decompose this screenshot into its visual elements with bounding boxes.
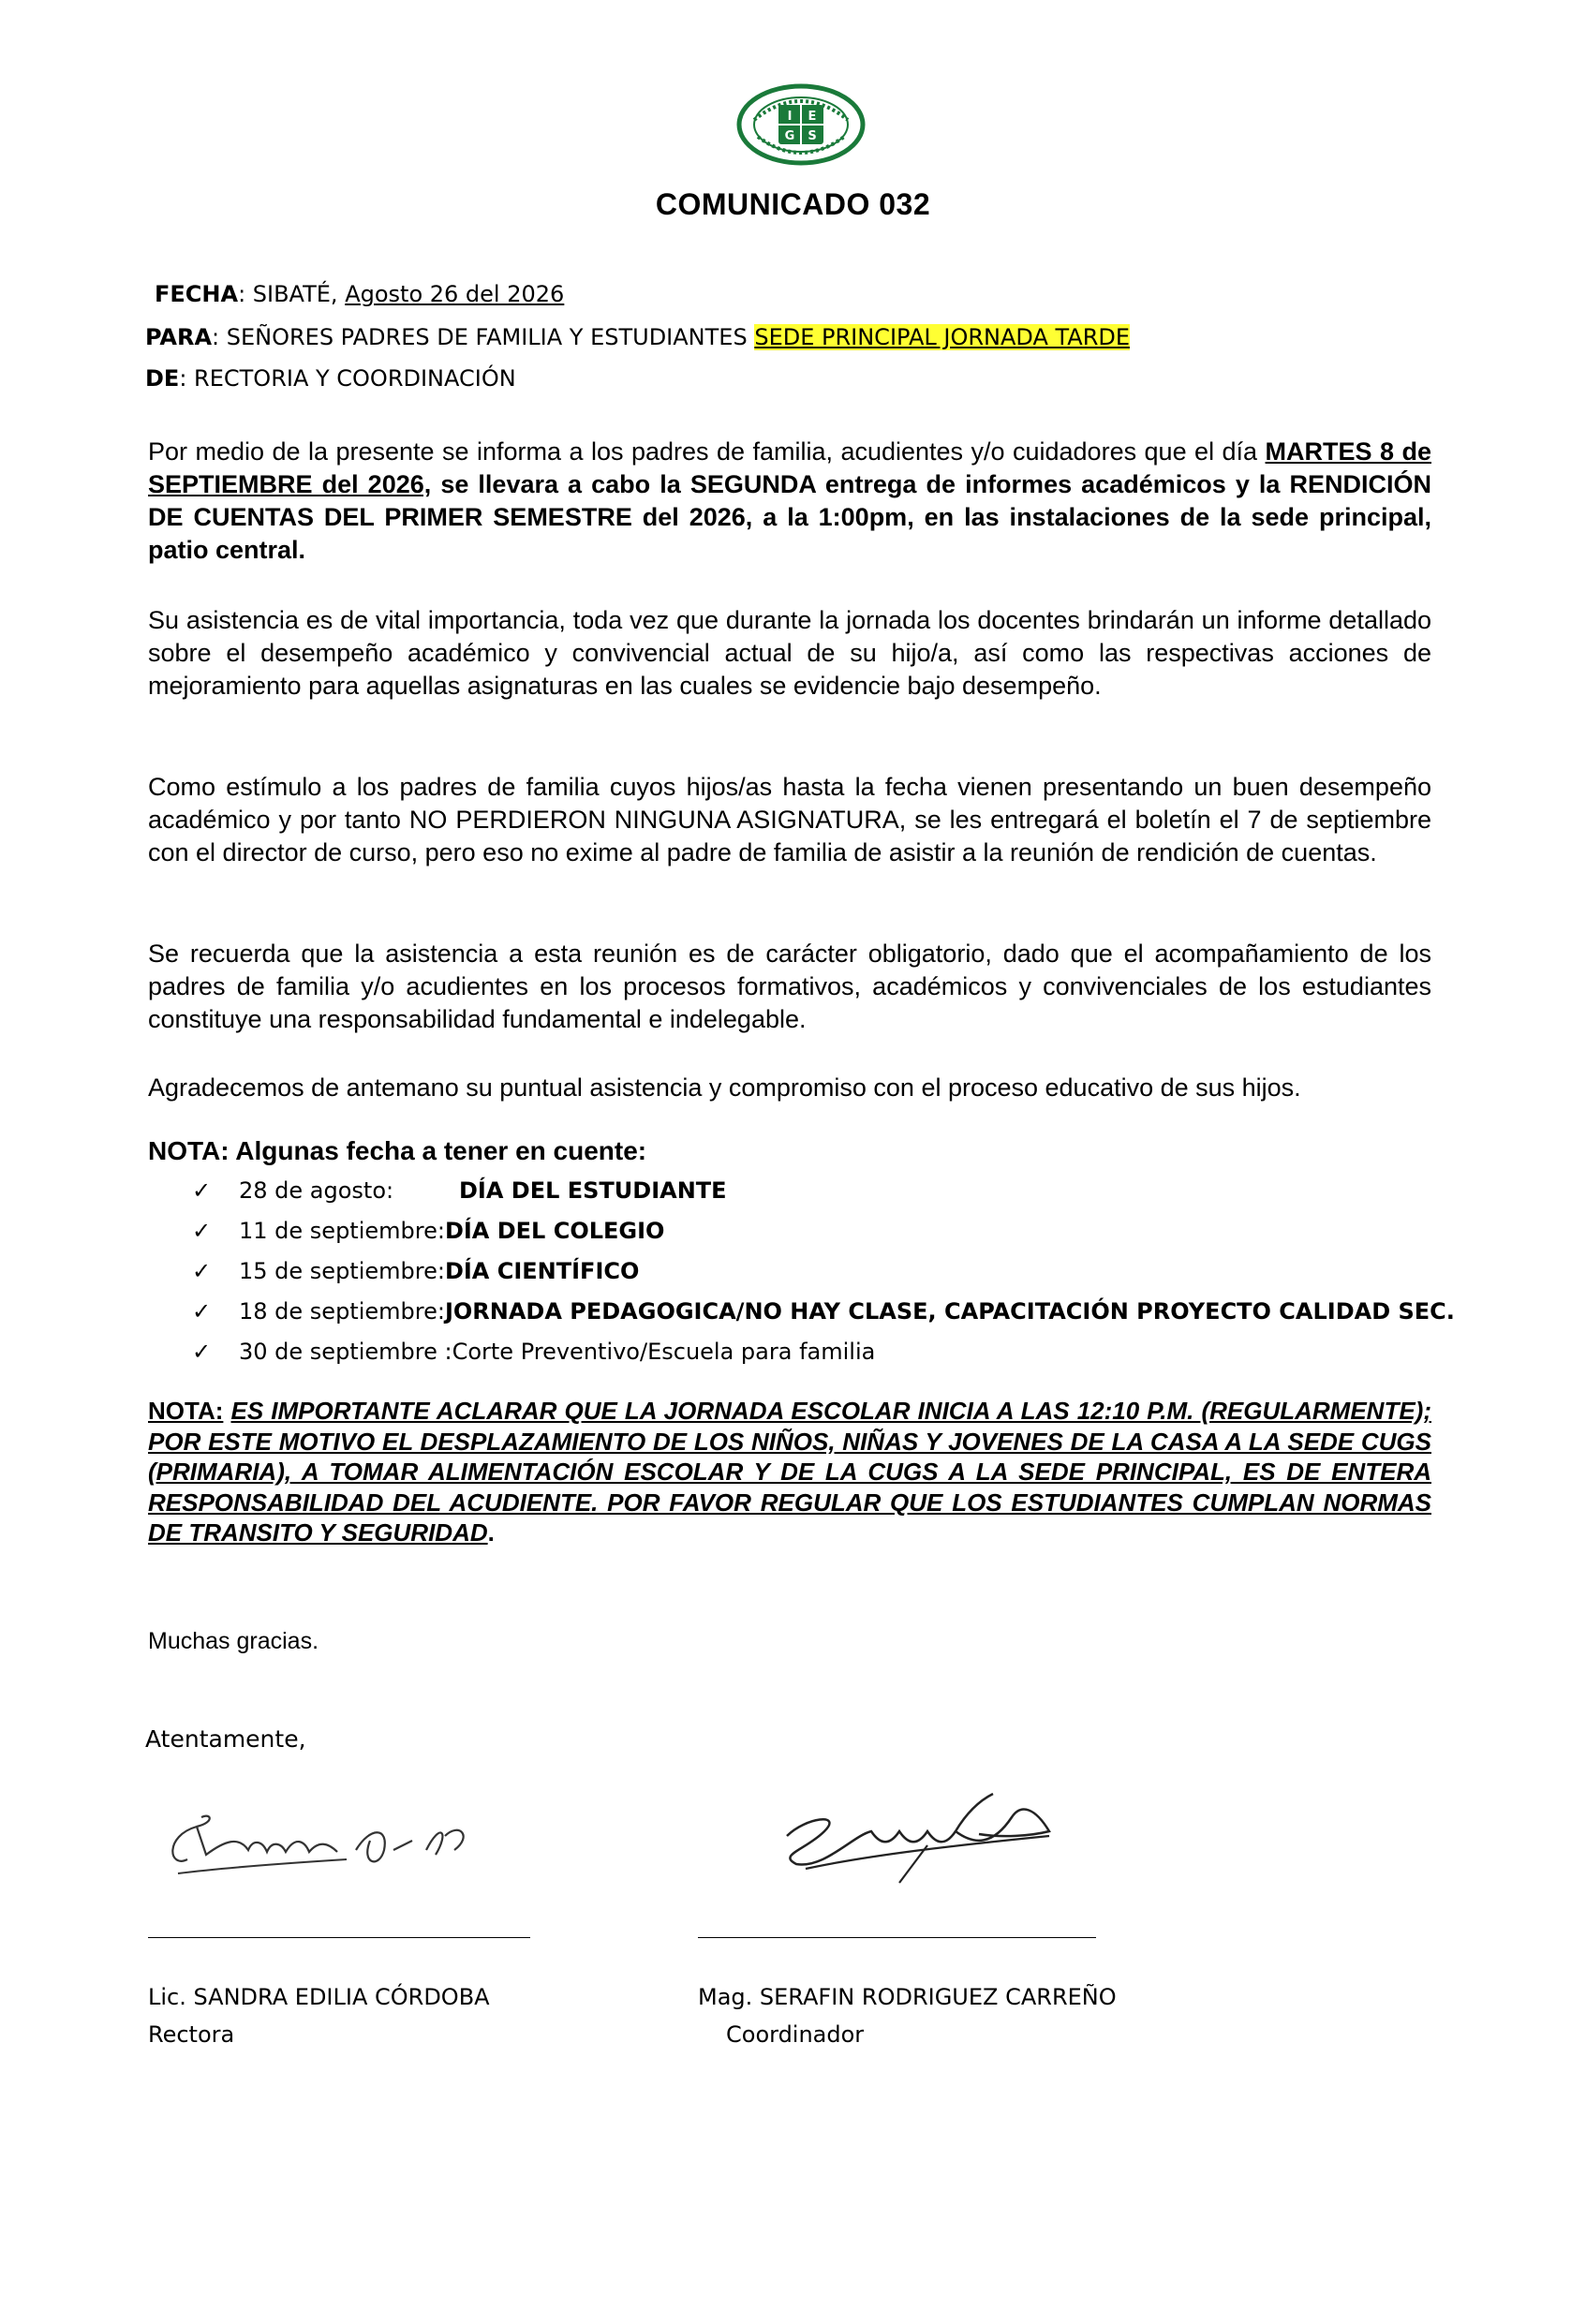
fecha-place: : SIBATÉ,	[238, 281, 346, 307]
de-label: DE	[145, 365, 180, 392]
coordinador-name: Mag. SERAFIN RODRIGUEZ CARREÑO	[698, 1984, 1117, 2010]
check-icon: ✓	[192, 1298, 212, 1325]
para-label: PARA	[145, 324, 213, 350]
important-note-text: ES IMPORTANTE ACLARAR QUE LA JORNADA ESCOLAR INICIA A LAS 12:10 P.M. (REGULARMENTE); POR ESTE MOTIVO EL DESPLAZAMIENTO DE LOS NIÑOS, NIÑAS Y JOVENES DE LA CASA A LA SEDE CUGS (PRIMARIA), A TOMAR ALIMENTACIÓN ESCOLAR Y DE LA CUGS A LA SEDE PRINCIPAL, ES DE ENTERA RESPONSABILIDAD DEL ACUDIENTE. POR FAVOR REGULAR QUE LOS ESTUDIANTES CUMPLAN NORMAS DE TRANSITO Y SEGURIDAD	[148, 1397, 1431, 1547]
coordinador-role: Coordinador	[726, 2021, 865, 2048]
paragraph-2: Su asistencia es de vital importancia, toda vez que durante la jornada los docentes brindarán un informe detallado sobre el desempeño académico y convivencial actual de su hijo/a, así como las respectivas acciones de mejoramiento para aquellas asignaturas en las cuales se evidencie bajo desempeño.	[148, 606, 1431, 700]
list-item-date: 28 de agosto:	[239, 1177, 394, 1204]
svg-text:I: I	[787, 110, 793, 124]
important-note	[148, 1396, 1431, 1548]
rectora-signature	[159, 1784, 506, 1897]
coordinador-signature	[768, 1780, 1068, 1902]
header-de	[145, 365, 516, 392]
paragraph-1-rest: se llevara a cabo la SEGUNDA entrega de informes académicos y la RENDICIÓN DE CUENTAS DEL PRIMER SEMESTRE del 2026, a la 1:00pm, en las instalaciones de la sede principal, patio central.	[148, 470, 1432, 564]
thanks-text: Muchas gracias.	[148, 1628, 319, 1654]
paragraph-3: Como estímulo a los padres de familia cuyos hijos/as hasta la fecha vienen presentando un buen desempeño académico y por tanto NO PERDIERON NINGUNA ASIGNATURA, se les entregará el boletín el 7 de septiembre con el director de curso, pero eso no exime al padre de familia de asistir a la reunión de rendición de cuentas.	[148, 773, 1431, 866]
paragraph-1-date: MARTES 8 de SEPTIEMBRE del 2026,	[148, 437, 1432, 498]
list-item	[192, 1251, 1455, 1292]
important-note-label: NOTA:	[148, 1397, 224, 1425]
de-text: : RECTORIA Y COORDINACIÓN	[179, 365, 516, 392]
list-item-event: JORNADA PEDAGOGICA/NO HAY CLASE, CAPACITACIÓN PROYECTO CALIDAD SEC.	[444, 1298, 1455, 1325]
paragraph-1	[148, 436, 1431, 567]
list-item-date: 30 de septiembre :	[239, 1339, 452, 1365]
paragraph-5: Agradecemos de antemano su puntual asistencia y compromiso con el proceso educativo de sus hijos.	[148, 1073, 1301, 1102]
list-item-date: 18 de septiembre:	[239, 1298, 445, 1325]
rectora-role: Rectora	[148, 2021, 235, 2048]
check-icon: ✓	[192, 1177, 212, 1204]
paragraph-1-intro: Por medio de la presente se informa a los padres de familia, acudientes y/o cuidadores que el día	[148, 437, 1266, 466]
list-item	[192, 1211, 1455, 1251]
list-item-event: Corte Preventivo/Escuela para familia	[452, 1339, 876, 1365]
para-highlight: SEDE PRINCIPAL JORNADA TARDE	[754, 324, 1131, 350]
list-item	[192, 1332, 1455, 1372]
check-icon: ✓	[192, 1339, 212, 1365]
paragraph-4: Se recuerda que la asistencia a esta reunión es de carácter obligatorio, dado que el acompañamiento de los padres de familia y/o acudientes en los procesos formativos, académicos y convivenciales de los estudiantes constituye una responsabilidad fundamental e indelegable.	[148, 940, 1431, 1033]
list-item-event: DÍA CIENTÍFICO	[444, 1258, 640, 1284]
list-item	[192, 1292, 1455, 1332]
check-icon: ✓	[192, 1258, 212, 1284]
check-icon: ✓	[192, 1218, 212, 1244]
school-logo	[735, 82, 867, 167]
list-item-date: 11 de septiembre:	[239, 1218, 445, 1244]
header-para	[145, 324, 1130, 350]
list-item-event: DÍA DEL ESTUDIANTE	[459, 1177, 727, 1204]
list-item	[192, 1171, 1455, 1211]
fecha-date: Agosto 26 del 2026	[345, 281, 565, 307]
svg-text:S: S	[808, 129, 817, 143]
important-note-end: .	[487, 1518, 495, 1547]
dates-list	[192, 1171, 1455, 1372]
document-title: COMUNICADO 032	[655, 187, 931, 221]
list-item-date: 15 de septiembre:	[239, 1258, 445, 1284]
svg-text:G: G	[784, 129, 795, 143]
signature-line-coordinador	[698, 1937, 1096, 1938]
nota-title: NOTA: Algunas fecha a tener en cuente:	[148, 1136, 647, 1165]
svg-text:E: E	[808, 110, 817, 124]
list-item-event: DÍA DEL COLEGIO	[444, 1218, 665, 1244]
fecha-label: FECHA	[155, 281, 239, 307]
rectora-name: Lic. SANDRA EDILIA CÓRDOBA	[148, 1984, 490, 2010]
para-text: : SEÑORES PADRES DE FAMILIA Y ESTUDIANTES	[212, 324, 755, 350]
regards-text: Atentamente,	[145, 1725, 306, 1753]
header-fecha	[155, 281, 564, 307]
signature-line-rectora	[148, 1937, 530, 1938]
